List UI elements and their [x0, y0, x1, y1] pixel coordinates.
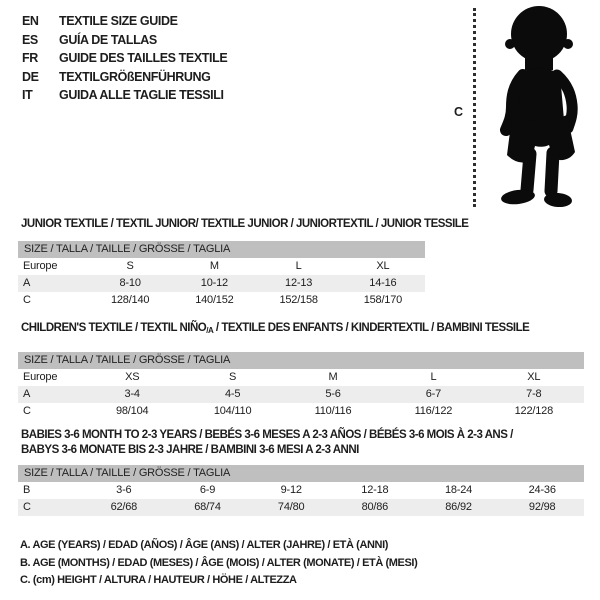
size-header-bar: SIZE / TALLA / TAILLE / GRÖSSE / TAGLIA: [18, 352, 584, 369]
row-label: Europe: [23, 370, 58, 383]
height-cell: 158/170: [363, 293, 403, 306]
table-title-line2: BABYS 3-6 MONATE BIS 2-3 JAHRE / BAMBINI 3-6 MESI A 2-3 ANNI: [21, 443, 359, 456]
size-header-bar: SIZE / TALLA / TAILLE / GRÖSSE / TAGLIA: [18, 465, 584, 482]
row-label: B: [23, 484, 31, 496]
baby-silhouette: [482, 4, 595, 208]
row-label: Europe: [23, 259, 58, 272]
language-row-fr: [22, 49, 227, 68]
table-title-line1: BABIES 3-6 MONTH TO 2-3 YEARS / BEBÉS 3-6 MESES A 2-3 AÑOS / BÉBÉS 3-6 MOIS À 2-3 ANS /: [21, 429, 513, 441]
height-cell: 92/98: [528, 501, 556, 513]
height-measure-dotted-line: [473, 8, 476, 207]
age-cell: 6-9: [199, 484, 216, 496]
language-row-de: [22, 68, 227, 87]
language-code: ES: [22, 32, 38, 47]
height-cell: 68/74: [194, 501, 221, 513]
babies-size-table: [18, 428, 584, 516]
size-cell: XL: [376, 259, 390, 272]
age-cell: 24-36: [528, 484, 556, 496]
children-size-table: [18, 321, 584, 420]
size-cell: S: [229, 370, 237, 383]
table-title: JUNIOR TEXTILE / TEXTIL JUNIOR/ TEXTILE JUNIOR / JUNIORTEXTIL / JUNIOR TESSILE: [21, 218, 469, 230]
height-cell: 140/152: [195, 293, 234, 306]
row-label: C: [23, 293, 31, 306]
height-cell: 80/86: [361, 501, 389, 513]
height-cell: 110/116: [314, 404, 352, 417]
table-title: [18, 321, 584, 339]
language-row-it: [22, 86, 227, 105]
table-row-age: [18, 275, 425, 292]
guide-title: GUÍA DE TALLAS: [59, 32, 157, 47]
age-cell: 3-6: [116, 484, 132, 496]
guide-title: GUIDE DES TAILLES TEXTILE: [59, 51, 228, 66]
language-row-en: [22, 12, 227, 31]
height-cell: 104/110: [213, 404, 252, 417]
table-title-prefix: CHILDREN'S TEXTILE / TEXTIL NIÑO: [21, 322, 207, 334]
table-row-height: [18, 499, 584, 516]
legend-footnotes: [20, 537, 417, 590]
age-cell: 4-5: [224, 387, 241, 400]
age-cell: 5-6: [325, 387, 341, 400]
junior-size-table: [18, 217, 469, 309]
size-cell: S: [126, 259, 134, 272]
height-measure-label: C: [454, 105, 464, 119]
height-cell: 116/122: [414, 404, 453, 417]
size-cell: XS: [125, 370, 140, 383]
size-header-bar: SIZE / TALLA / TAILLE / GRÖSSE / TAGLIA: [18, 241, 425, 258]
table-row-height: [18, 292, 425, 309]
height-cell: 128/140: [110, 293, 150, 306]
language-code: EN: [22, 14, 39, 29]
age-cell: 12-18: [361, 484, 389, 496]
row-label: A: [23, 387, 31, 400]
language-code: FR: [22, 51, 38, 66]
age-cell: 7-8: [526, 387, 542, 400]
language-code: IT: [22, 88, 33, 103]
height-cell: 152/158: [279, 293, 318, 306]
table-title-suffix: / TEXTILE DES ENFANTS / KINDERTEXTIL / BAMBINI TESSILE: [213, 322, 530, 334]
guide-title: TEXTILE SIZE GUIDE: [59, 14, 178, 29]
size-cell: L: [430, 370, 437, 383]
age-cell: 12-13: [285, 276, 313, 289]
size-cell: L: [295, 259, 302, 272]
size-cell: M: [328, 370, 338, 383]
age-cell: 9-12: [280, 484, 302, 496]
age-cell: 8-10: [119, 276, 141, 289]
age-cell: 18-24: [444, 484, 473, 496]
height-cell: 74/80: [277, 501, 305, 513]
guide-title: TEXTILGRÖßENFÜHRUNG: [59, 69, 211, 84]
language-title-list: [22, 12, 227, 105]
row-label: A: [23, 276, 31, 289]
age-cell: 10-12: [200, 276, 228, 289]
table-row-height: [18, 403, 584, 420]
age-cell: 3-4: [124, 387, 140, 400]
footnote-b: B. AGE (MONTHS) / EDAD (MESES) / ÂGE (MOIS) / ALTER (MONATE) / ETÀ (MESI): [20, 556, 418, 569]
height-cell: 86/92: [445, 501, 472, 513]
size-cell: M: [209, 259, 219, 272]
footnote-c: C. (cm) HEIGHT / ALTURA / HAUTEUR / HÖHE / ALTEZZA: [20, 574, 297, 586]
guide-title: GUIDA ALLE TAGLIE TESSILI: [59, 88, 224, 103]
language-row-es: [22, 31, 227, 50]
table-row-age: [18, 386, 584, 403]
age-cell: 14-16: [369, 276, 397, 289]
row-label: C: [23, 404, 31, 417]
height-cell: 122/128: [514, 404, 554, 417]
table-row-europe: [18, 258, 425, 275]
size-cell: XL: [527, 370, 541, 383]
table-row-age-months: [18, 482, 584, 499]
table-title-subscript: /A: [206, 326, 214, 335]
age-cell: 6-7: [425, 387, 442, 400]
language-code: DE: [22, 69, 39, 84]
height-cell: 98/104: [115, 404, 149, 417]
table-row-europe: [18, 369, 584, 386]
height-cell: 62/68: [110, 501, 138, 513]
footnote-a: A. AGE (YEARS) / EDAD (AÑOS) / ÂGE (ANS) / ALTER (JAHRE) / ETÀ (ANNI): [20, 539, 388, 551]
row-label: C: [23, 501, 31, 513]
